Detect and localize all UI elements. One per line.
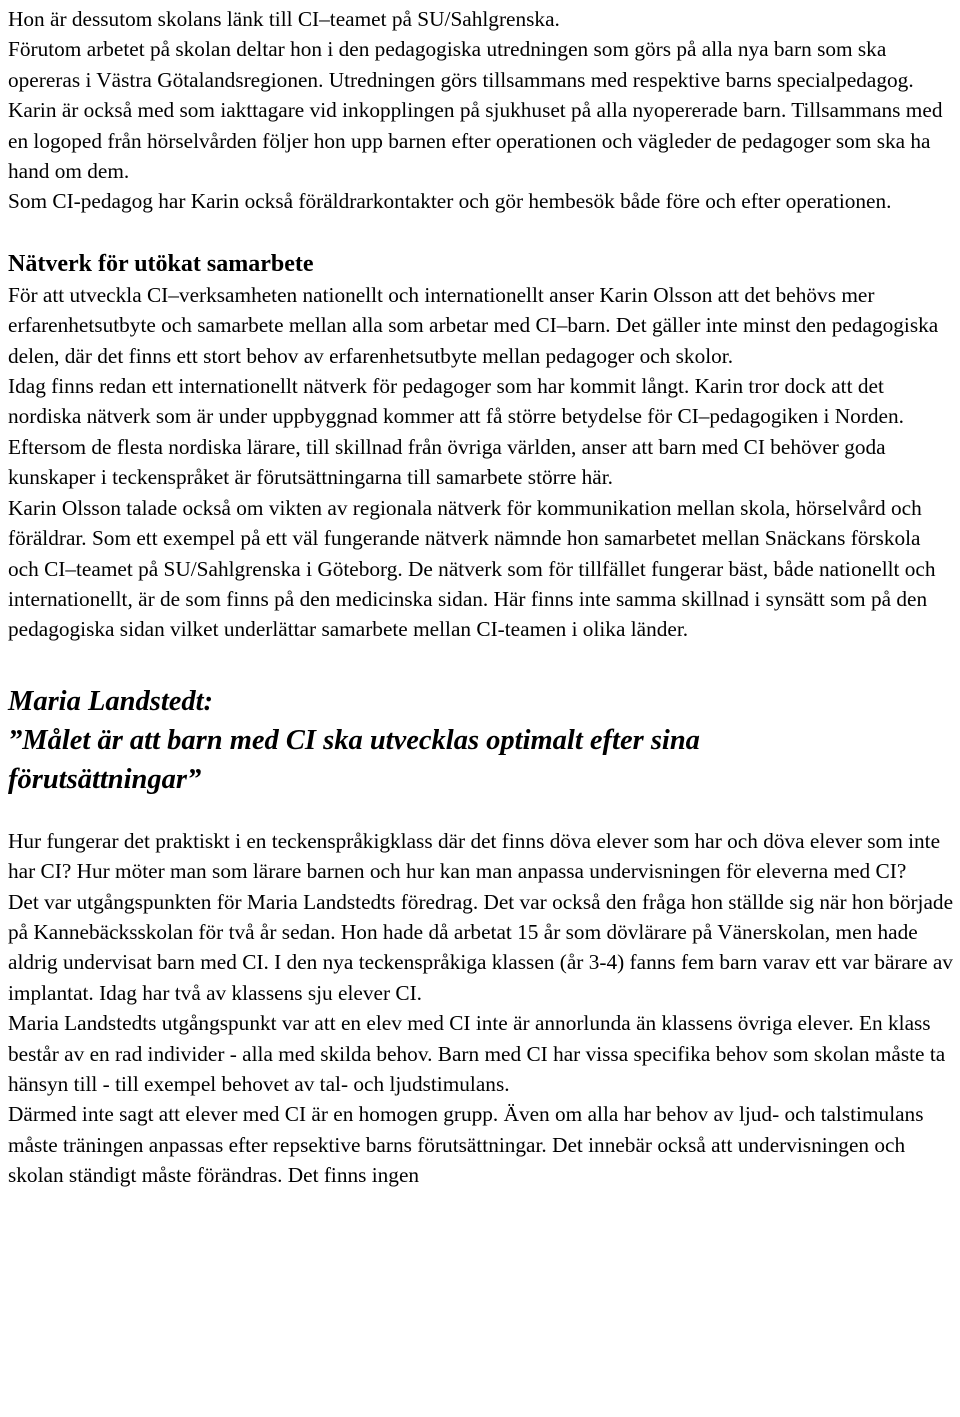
paragraph: Maria Landstedts utgångspunkt var att en elev med CI inte är annorlunda än klassens övriga elever. En klass består av en rad individer - alla med skilda behov. Barn med CI har vissa specifika behov som skolan måste ta hänsyn till - till exempel behovet av tal- och ljudstimulans. <box>8 1011 946 1096</box>
paragraph: Hur fungerar det praktiskt i en teckenspråkigklass där det finns döva elever som har och döva elever som inte har CI? Hur möter man som lärare barnen och hur kan man anpassa undervisningen för eleverna med CI? <box>8 828 941 884</box>
paragraph: Det var utgångspunkten för Maria Landstedts föredrag. Det var också den fråga hon ställde sig när hon började på Kannebäcksskolan för två år sedan. Hon hade då arbetat 15 år som dövlärare på Vänerskolan, men hade aldrig undervisat barn med CI. I den nya teckenspråkiga klassen (år 3-4) fanns fem barn varav ett var bärare av implantat. Idag har två av klassens sju elever CI. <box>8 889 954 1005</box>
talk-title-line-2: förutsättningar” <box>8 763 202 795</box>
paragraph: Karin är också med som iakttagare vid inkopplingen på sjukhuset på alla nyopererade barn. Tillsammans med en logoped från hörselvården följer hon upp barnen efter operationen och vägleder de pedagoger som ska ha hand om dem. <box>8 98 943 184</box>
spacer <box>8 645 954 682</box>
spacer <box>8 799 954 826</box>
paragraph: Som CI-pedagog har Karin också föräldrarkontakter och gör hembesök både före och efter operationen. <box>8 189 892 214</box>
speaker-heading: Maria Landstedt: <box>8 685 214 717</box>
document-page <box>8 4 954 1191</box>
paragraph: Därmed inte sagt att elever med CI är en homogen grupp. Även om alla har behov av ljud- och talstimulans måste träningen anpassas efter repsektive barns förutsättningar. Det innebär också att undervisningen och skolan ständigt måste förändras. Det finns ingen <box>8 1102 924 1188</box>
paragraph: Förutom arbetet på skolan deltar hon i den pedagogiska utredningen som görs på alla nya barn som ska opereras i Västra Götalandsregionen. Utredningen görs tillsammans med respektive barns specialpedagog. <box>8 37 914 92</box>
talk-title-line-1: ”Målet är att barn med CI ska utvecklas optimalt efter sina <box>8 724 700 756</box>
paragraph: Hon är dessutom skolans länk till CI–teamet på SU/Sahlgrenska. <box>8 7 560 31</box>
paragraph: Idag finns redan ett internationellt nätverk för pedagoger som har kommit långt. Karin tror dock att det nordiska nätverk som är under uppbyggnad kommer att få större betydelse för CI–pedagogiken i Norden. Eftersom de flesta nordiska lärare, till skillnad från övriga världen, anser att barn med CI behöver goda kunskaper i teckenspråket är förutsättningarna till samarbete större här. <box>8 374 904 490</box>
paragraph: För att utveckla CI–verksamheten nationellt och internationellt anser Karin Olsson att det behövs mer erfarenhetsutbyte och samarbete mellan alla som arbetar med CI–barn. Det gäller inte minst den pedagogiska delen, där det finns ett stort behov av erfarenhetsutbyte mellan pedagoger och skolor. <box>8 282 939 368</box>
paragraph: Karin Olsson talade också om vikten av regionala nätverk för kommunikation mellan skola, hörselvård och föräldrar. Som ett exempel på ett väl fungerande nätverk nämnde hon samarbetet mellan Snäckans förskola och CI–teamet på SU/Sahlgrenska i Göteborg. De nätverk som för tillfället fungerar bäst, både nationellt och internationellt, är de som finns på den medicinska sidan. Här finns inte samma skillnad i synsätt som på den pedagogiska sidan vilket underlättar samarbete mellan CI-teamen i olika länder. <box>8 495 936 642</box>
section-heading: Nätverk för utökat samarbete <box>8 250 314 277</box>
spacer <box>8 217 954 249</box>
